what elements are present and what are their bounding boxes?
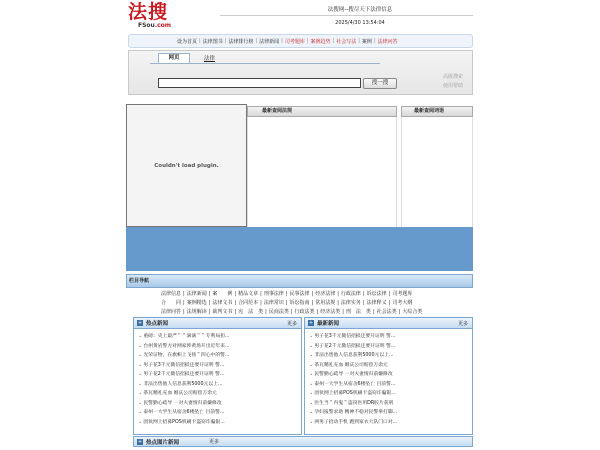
logo-text-en: FSou.com [138,22,172,29]
category-link[interactable]: 精品文章 [238,291,259,297]
category-link[interactable]: 法律释义 [366,300,387,306]
news-item[interactable] [310,399,472,409]
nav-item[interactable]: 法律图书 [202,38,223,45]
news-item-title[interactable]: 孕妇报警求助 精神不稳对民警拳打脚... [314,410,398,415]
category-link[interactable]: 法律信息 [161,291,182,297]
news-item[interactable] [139,418,301,428]
news-item-title[interactable]: 泰州一大学生从宿舍6楼坠亡 目前警... [314,381,396,387]
latest-news-header [305,318,472,329]
divider [220,15,473,16]
bullet-dot-icon: • [139,391,142,396]
latest-laws-body [247,117,397,227]
category-link[interactable]: 刑事法律 [263,291,284,297]
bullet-dot-icon: • [310,381,313,387]
news-item[interactable] [139,332,301,342]
news-item[interactable] [139,380,301,390]
bullet-dot-icon: • [139,419,142,425]
bullet-dot-icon: • [310,343,313,349]
hot-news-list [134,329,301,427]
news-item[interactable] [310,389,472,399]
category-link[interactable]: 合 同 [161,300,182,306]
category-link[interactable]: 裁判文书 [212,309,233,315]
bullet-square-icon: + [308,320,314,326]
news-item[interactable] [139,342,301,352]
category-separator: | [260,300,262,306]
news-item[interactable] [310,418,472,428]
category-row [160,290,413,297]
category-link[interactable]: 法律新闻 [186,291,207,297]
category-separator: | [372,309,375,315]
category-link[interactable]: 法规解读 [186,309,207,315]
category-separator: | [388,291,391,297]
news-item-title[interactable]: 非法出售他人信息获利5000元以上... [143,381,223,387]
category-separator: | [362,300,365,306]
news-item-title[interactable]: 重磅：史上最严＂＂滴滴＂＂专利局担... [143,334,230,339]
bullet-dot-icon: • [139,334,142,339]
bullet-dot-icon: • [310,334,313,339]
bullet-dot-icon: • [139,381,142,387]
category-link[interactable]: 案 例 [212,291,233,297]
news-item-title[interactable]: 男子花3千元微信招损还要开证明 警... [314,334,396,339]
category-row [160,308,423,315]
bullet-dot-icon: • [139,353,142,358]
search-button[interactable]: 搜一搜 [363,78,397,89]
news-item[interactable] [310,380,472,390]
bullet-dot-icon: • [310,372,313,377]
category-separator: | [316,309,319,315]
news-item-title[interactable]: 台州黄岩警方对网家涉黄场开出近年来... [143,343,230,349]
news-item-title[interactable]: 茶瓦精礼充血 婚庆公司赔偿万余元 [143,391,217,396]
plugin-message: Couldn't load plugin. [154,162,219,169]
news-item[interactable] [310,342,472,352]
nav-item[interactable]: 法律排行榜 [228,38,254,45]
news-item-title[interactable]: 民警勤心疏导 一对夫妻情归前嫌修改 [143,400,222,406]
bullet-dot-icon: • [139,372,142,377]
category-separator: | [234,300,237,306]
banner-band [126,227,473,271]
logo-text-cn: 法搜 [128,1,169,23]
news-item-title[interactable]: 医生当＂内鬼＂盗窃医用DR胶片获刑 [314,400,394,406]
nav-item[interactable]: 法律问答 [377,38,398,45]
news-item-title[interactable]: 泰州一大学生从宿舍6楼坠亡 目前警... [143,410,225,415]
category-separator: | [311,300,314,306]
bullet-dot-icon: • [310,362,313,368]
bullet-dot-icon: • [139,400,142,406]
category-link[interactable]: 司考题库 [392,291,413,297]
nav-item[interactable]: 司考题库 [284,38,305,45]
category-separator: | [208,309,211,315]
category-separator: | [285,291,288,297]
pic-news-more-link[interactable]: 更多 [209,439,220,445]
hot-news-panel [133,317,302,435]
category-separator: | [234,309,237,315]
news-item-title[interactable]: 两男子拾动手机 跑到家衣大队门口对... [314,419,398,425]
category-separator: | [265,309,267,315]
bullet-dot-icon: • [139,410,142,415]
latest-news-more-link[interactable]: 更多 [457,320,468,327]
news-item-title[interactable]: 茶瓦精礼充血 婚庆公司赔偿万余元 [314,362,388,368]
site-title: 法搜网--搜尽天下法律信息 [327,7,393,13]
latest-news-panel [304,317,473,435]
plugin-placeholder [126,104,247,227]
latest-news-title: 最新新闻 [317,321,340,327]
bullet-dot-icon: • [310,400,313,406]
news-item-title[interactable]: 男子花2千元微信招损还要开证明 警... [143,372,225,377]
tab-underline [150,63,380,64]
bullet-dot-icon: • [310,353,313,358]
news-item[interactable] [139,389,301,399]
pic-news-header [133,436,473,447]
bullet-dot-icon: • [310,410,313,415]
category-link[interactable]: 常用法规 [315,300,336,306]
advanced-search-link[interactable]: 高级搜索 [443,74,464,80]
nav-item[interactable]: 社会写法 [336,38,357,45]
nav-item[interactable]: 设为首页 [177,38,198,45]
category-separator: | [183,309,185,315]
category-separator: | [260,291,262,297]
category-separator: | [208,291,211,297]
bullet-dot-icon: • [139,343,142,349]
category-nav-header: 栏目导航 [126,274,473,288]
news-item-title[interactable]: 民警勤心疏导 一对夫妻情归前嫌修改 [314,372,393,377]
category-link[interactable]: 行政法律 [340,291,361,297]
news-item-title[interactable]: 团伙网上招募POS机刷卡盗窃诈骗银... [314,391,396,396]
help-link[interactable]: 使用帮助 [443,83,464,89]
nav-separator: | [224,38,227,44]
news-item[interactable] [139,399,301,409]
search-input[interactable] [158,78,361,88]
category-link[interactable]: 刑 法 类 [345,309,371,315]
tab-law[interactable]: 法律 [204,56,216,62]
nav-separator: | [255,38,258,44]
pic-news-title: 热点图片新闻 [146,439,180,446]
category-link[interactable]: 大综合类 [402,309,423,315]
nav-item[interactable]: 案例 [361,38,372,45]
bullet-square-icon: + [137,320,143,326]
category-link[interactable]: 民事法律 [289,291,310,297]
news-item[interactable] [310,408,472,418]
site-logo[interactable] [128,2,178,32]
category-separator: | [183,291,185,297]
nav-separator: | [306,38,309,44]
news-item-title[interactable]: 非法出售他人信息获利5000元以上... [314,353,394,358]
category-separator: | [285,300,288,306]
category-link[interactable]: 经济法律 [315,291,336,297]
hot-news-header [134,318,301,329]
nav-separator: | [373,38,376,44]
news-item-title[interactable]: 男子花3千元微信招损还要开证明 警... [143,362,225,368]
category-link[interactable]: 法律常识 [263,300,284,306]
category-separator: | [342,309,344,315]
category-link[interactable]: 社会法类 [376,309,397,315]
news-item[interactable] [310,332,472,342]
bullet-square-icon: + [137,438,143,445]
category-separator: | [311,291,314,297]
category-link[interactable]: 法律文书 [212,300,233,306]
main-nav [128,34,473,48]
category-link[interactable]: 行政法类 [294,309,315,315]
bullet-dot-icon: • [139,362,142,368]
nav-item[interactable]: 案例趋势 [310,38,331,45]
latest-news-list [305,329,472,427]
nav-separator: | [281,38,283,44]
news-item[interactable] [139,361,301,371]
category-separator: | [362,291,365,297]
news-item[interactable] [139,370,301,380]
news-item[interactable] [139,351,301,361]
nav-separator: | [358,38,360,44]
latest-terms-body [401,117,473,227]
category-link[interactable]: 诉讼法律 [366,291,387,297]
nav-separator: | [199,38,201,44]
news-item-title[interactable]: 男子花2千元微信招损还要开证明 警... [314,343,396,349]
category-separator: | [388,300,391,306]
news-item[interactable] [310,361,472,371]
category-separator: | [337,291,339,297]
category-separator: | [208,300,211,306]
news-item[interactable] [139,408,301,418]
news-item[interactable] [310,370,472,380]
nav-item[interactable]: 法律新闻 [259,38,280,45]
hot-news-more-link[interactable]: 更多 [286,320,297,327]
category-separator: | [337,300,339,306]
news-item-title[interactable]: 团伙网上招募POS机刷卡盗窃诈骗银... [143,419,225,425]
category-link[interactable]: 法律问答 [161,309,182,315]
nav-separator: | [332,38,335,44]
category-link[interactable]: 经济法类 [320,309,341,315]
latest-laws-header: 最新查阅法规 [247,106,397,117]
category-separator: | [183,300,185,306]
category-link[interactable]: 诉讼指南 [289,300,310,306]
hot-news-title: 热点新闻 [146,321,169,327]
category-link[interactable]: 法律实务 [340,300,361,306]
bullet-dot-icon: • [310,419,313,425]
category-link[interactable]: 案例精选 [186,300,207,306]
category-link[interactable]: 合同范本 [238,300,259,306]
category-link[interactable]: 宪 法 类 [238,309,264,315]
latest-terms-header: 最新查阅词语 [401,106,473,117]
news-item-title[interactable]: 光荣证物，在旗帜上飞扬＂四心中的警... [143,353,230,358]
category-separator: | [234,291,237,297]
bullet-dot-icon: • [310,391,313,396]
category-separator: | [398,309,401,315]
news-item[interactable] [310,351,472,361]
current-datetime: 2025/4/30 13:54:04 [335,20,385,26]
category-link[interactable]: 司考大纲 [392,300,413,306]
category-row [160,299,413,306]
tab-web[interactable]: 网页 [158,53,190,63]
category-separator: | [290,309,293,315]
category-link[interactable]: 民商法类 [268,309,289,315]
